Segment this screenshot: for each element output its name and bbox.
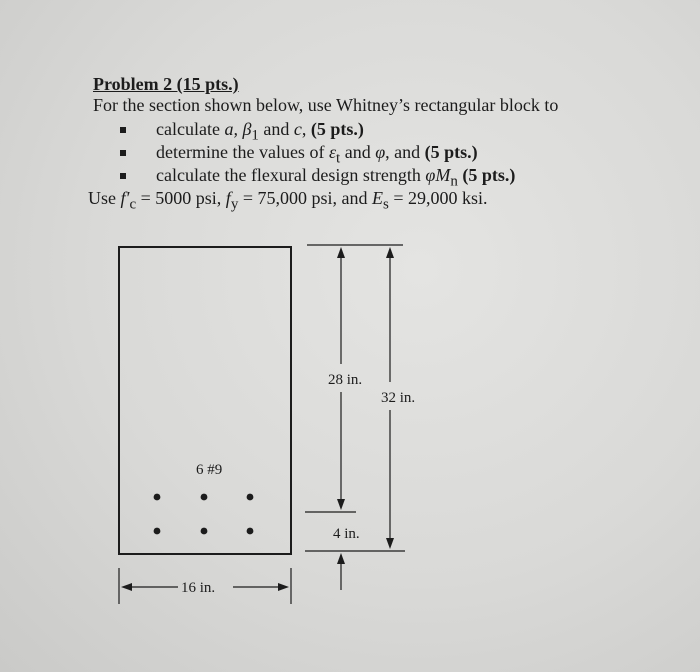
rebar-dot	[247, 494, 254, 501]
arrowhead-left-icon	[121, 583, 132, 591]
arrowhead-down-icon	[386, 538, 394, 549]
effective-depth-label: 28 in.	[328, 372, 363, 388]
rebar-dot	[154, 494, 161, 501]
bullet-text: calculate the flexural design strength $\varphi M_n$ (5 pts.)	[156, 165, 516, 190]
arrowhead-down-icon	[337, 499, 345, 510]
beam-section-outline	[119, 247, 291, 554]
rebar-dot	[201, 494, 208, 501]
arrowhead-up-icon	[337, 553, 345, 564]
width-label: 16 in.	[181, 580, 216, 596]
rebar-dot	[201, 528, 208, 535]
arrowhead-up-icon	[337, 247, 345, 258]
total-depth-label: 32 in.	[381, 390, 416, 406]
bullet-text: calculate a, $\beta_1$ and c, (5 pts.)	[156, 119, 364, 144]
problem-title: Problem 2 (15 pts.)	[93, 74, 239, 94]
given-values: Use $f'_c = 5000$ psi, $f_y = 75,000$ psi, and $E_s = 29,000$ ksi.	[88, 188, 488, 213]
rebar-dot	[154, 528, 161, 535]
rebar-label: 6 #9	[196, 462, 223, 478]
arrowhead-right-icon	[278, 583, 289, 591]
arrowhead-up-icon	[386, 247, 394, 258]
bullet-text: determine the values of $\varepsilon_t$ and φ, and (5 pts.)	[156, 142, 478, 167]
rebar-dot	[247, 528, 254, 535]
problem-intro: For the section shown below, use Whitney’s rectangular block to	[93, 95, 559, 115]
cover-label: 4 in.	[333, 526, 360, 542]
